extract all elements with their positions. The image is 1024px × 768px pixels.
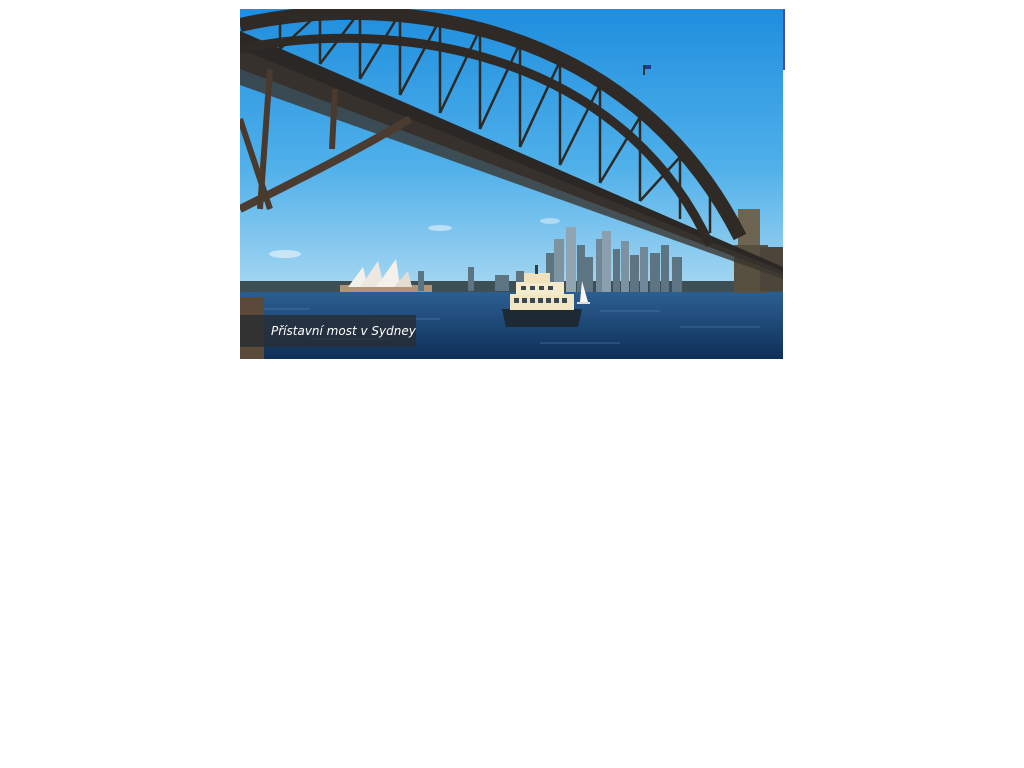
text-line xyxy=(311,642,702,660)
text-line xyxy=(311,462,702,480)
text-line xyxy=(311,516,702,534)
text-line xyxy=(311,498,702,516)
text-line xyxy=(311,696,702,714)
text-line xyxy=(311,606,702,624)
cloud xyxy=(428,225,452,231)
text-line xyxy=(311,390,702,408)
text-line xyxy=(311,444,702,462)
text-line xyxy=(311,426,702,444)
text-line xyxy=(311,372,702,390)
text-line xyxy=(311,534,702,552)
sydney-harbour-bridge-photo xyxy=(240,9,783,359)
text-line xyxy=(311,408,702,426)
text-line xyxy=(311,624,702,642)
cloud xyxy=(540,218,560,224)
text-line xyxy=(311,570,702,588)
text-line xyxy=(311,480,702,498)
text-line xyxy=(311,588,702,606)
article-text xyxy=(311,372,702,714)
text-line xyxy=(311,552,702,570)
photo-caption: Přístavní most v Sydney xyxy=(240,315,416,347)
text-line xyxy=(311,660,702,678)
photo-illustration xyxy=(240,9,783,359)
page-edge-marker xyxy=(783,9,785,70)
far-shore xyxy=(240,281,783,293)
text-line xyxy=(311,678,702,696)
cloud xyxy=(269,250,301,258)
